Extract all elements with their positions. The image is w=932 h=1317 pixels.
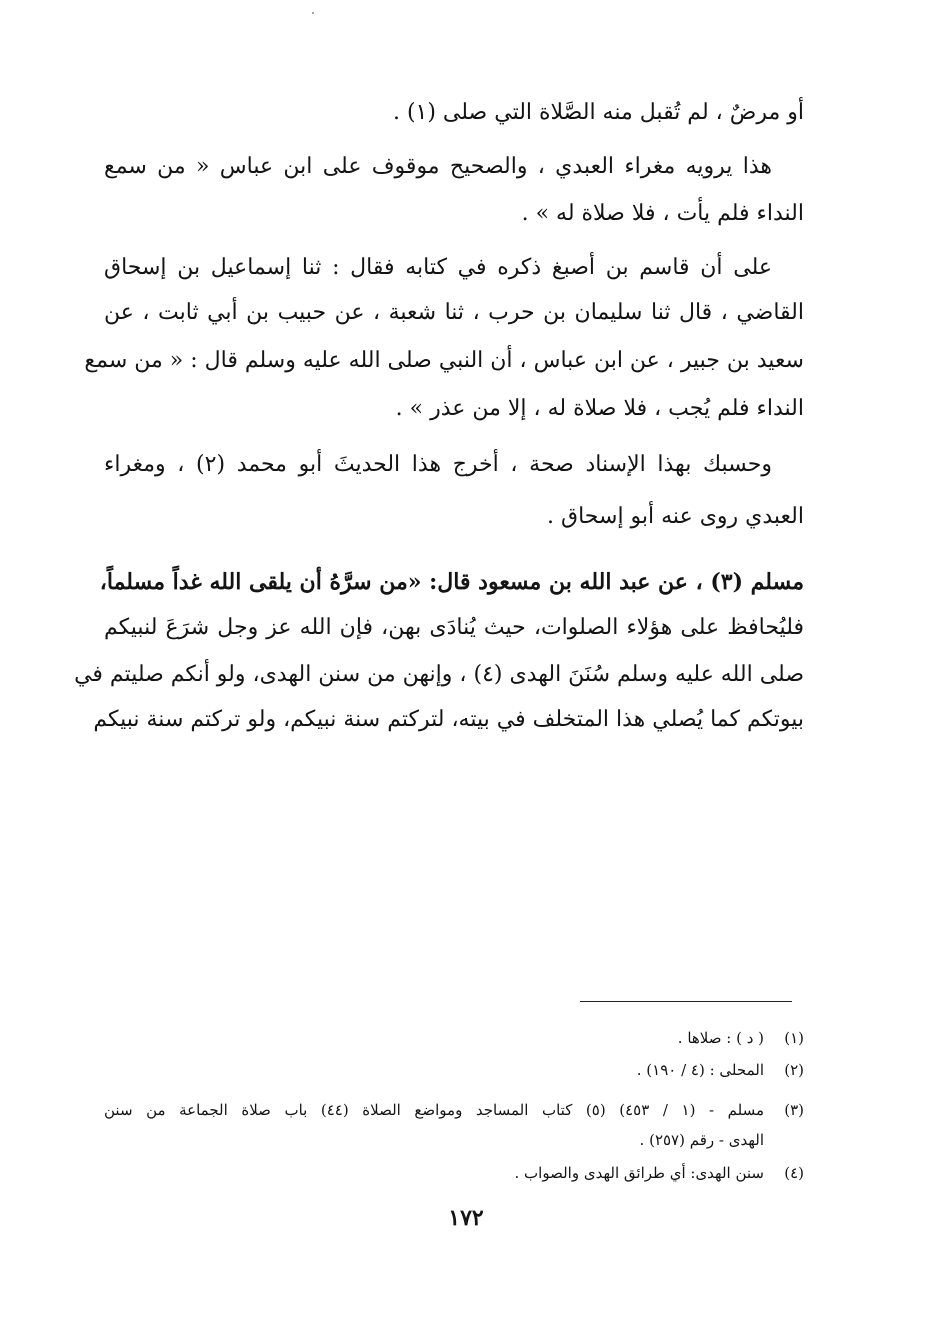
footnote-1: [678, 1026, 804, 1050]
footnote-number: (٤): [784, 1164, 804, 1182]
body-line-10: مسلم (٣) ، عن عبد الله بن مسعود قال: «من سرَّهُ أن يلقى الله غداً مسلماً،: [99, 569, 804, 595]
body-line-12: صلى الله عليه وسلم سُنَنَ الهدى (٤) ، وإنهن من سنن الهدى، ولو أنكم صليتم في: [74, 662, 804, 687]
body-line-6: سعيد بن جبير ، عن ابن عباس ، أن النبي صلى الله عليه وسلم قال : « من سمع: [84, 348, 804, 373]
footnote-text: الهدى - رقم (٢٥٧) .: [639, 1131, 764, 1149]
body-line-5: القاضي ، قال ثنا سليمان بن حرب ، ثنا شعبة ، عن حبيب بن أبي ثابت ، عن: [104, 300, 804, 325]
footnote-number: (١): [784, 1029, 804, 1047]
body-line-4: على أن قاسم بن أصبغ ذكره في كتابه فقال : ثنا إسماعيل بن إسحاق: [104, 255, 772, 280]
footnote-text: سنن الهدى: أي طرائق الهدى والصواب .: [514, 1164, 764, 1182]
body-line-8: وحسبك بهذا الإسناد صحة ، أخرج هذا الحديثَ أبو محمد (٢) ، ومغراء: [104, 452, 773, 477]
body-line-9: العبدي روى عنه أبو إسحاق .: [547, 504, 804, 529]
footnote-text: مسلم - (١ / ٤٥٣) (٥) كتاب المساجد ومواضع الصلاة (٤٤) باب صلاة الجماعة من سنن: [104, 1101, 764, 1119]
footnote-4: [515, 1161, 804, 1185]
footnote-3: [104, 1098, 804, 1122]
body-line-1: أو مرضٌ ، لم تُقبل منه الصَّلاة التي صلى (١) .: [392, 100, 804, 125]
footnote-text: ( د ) : صلاها .: [677, 1029, 764, 1047]
footnote-3-continuation: [640, 1128, 764, 1152]
footnote-separator: [580, 1001, 792, 1002]
body-line-2: هذا يرويه مغراء العبدي ، والصحيح موقوف على ابن عباس « من سمع: [104, 154, 772, 179]
scan-speck: [312, 12, 314, 14]
footnote-text: المحلى : (٤ / ١٩٠) .: [636, 1061, 764, 1079]
body-line-7: النداء فلم يُجب ، فلا صلاة له ، إلا من عذر » .: [395, 396, 804, 421]
footnote-number: (٣): [784, 1101, 804, 1119]
body-line-3: النداء فلم يأت ، فلا صلاة له » .: [521, 201, 804, 226]
footnote-2: [637, 1058, 804, 1082]
footnote-number: (٢): [784, 1061, 804, 1079]
body-line-11: فليُحافظ على هؤلاء الصلوات، حيث يُنادَى بهن، فإن الله عز وجل شرَعَ لنبيكم: [104, 615, 804, 640]
page-number: ١٧٢: [448, 1205, 484, 1231]
body-line-13: بيوتكم كما يُصلي هذا المتخلف في بيته، لتركتم سنة نبيكم، ولو تركتم سنة نبيكم: [93, 707, 804, 732]
